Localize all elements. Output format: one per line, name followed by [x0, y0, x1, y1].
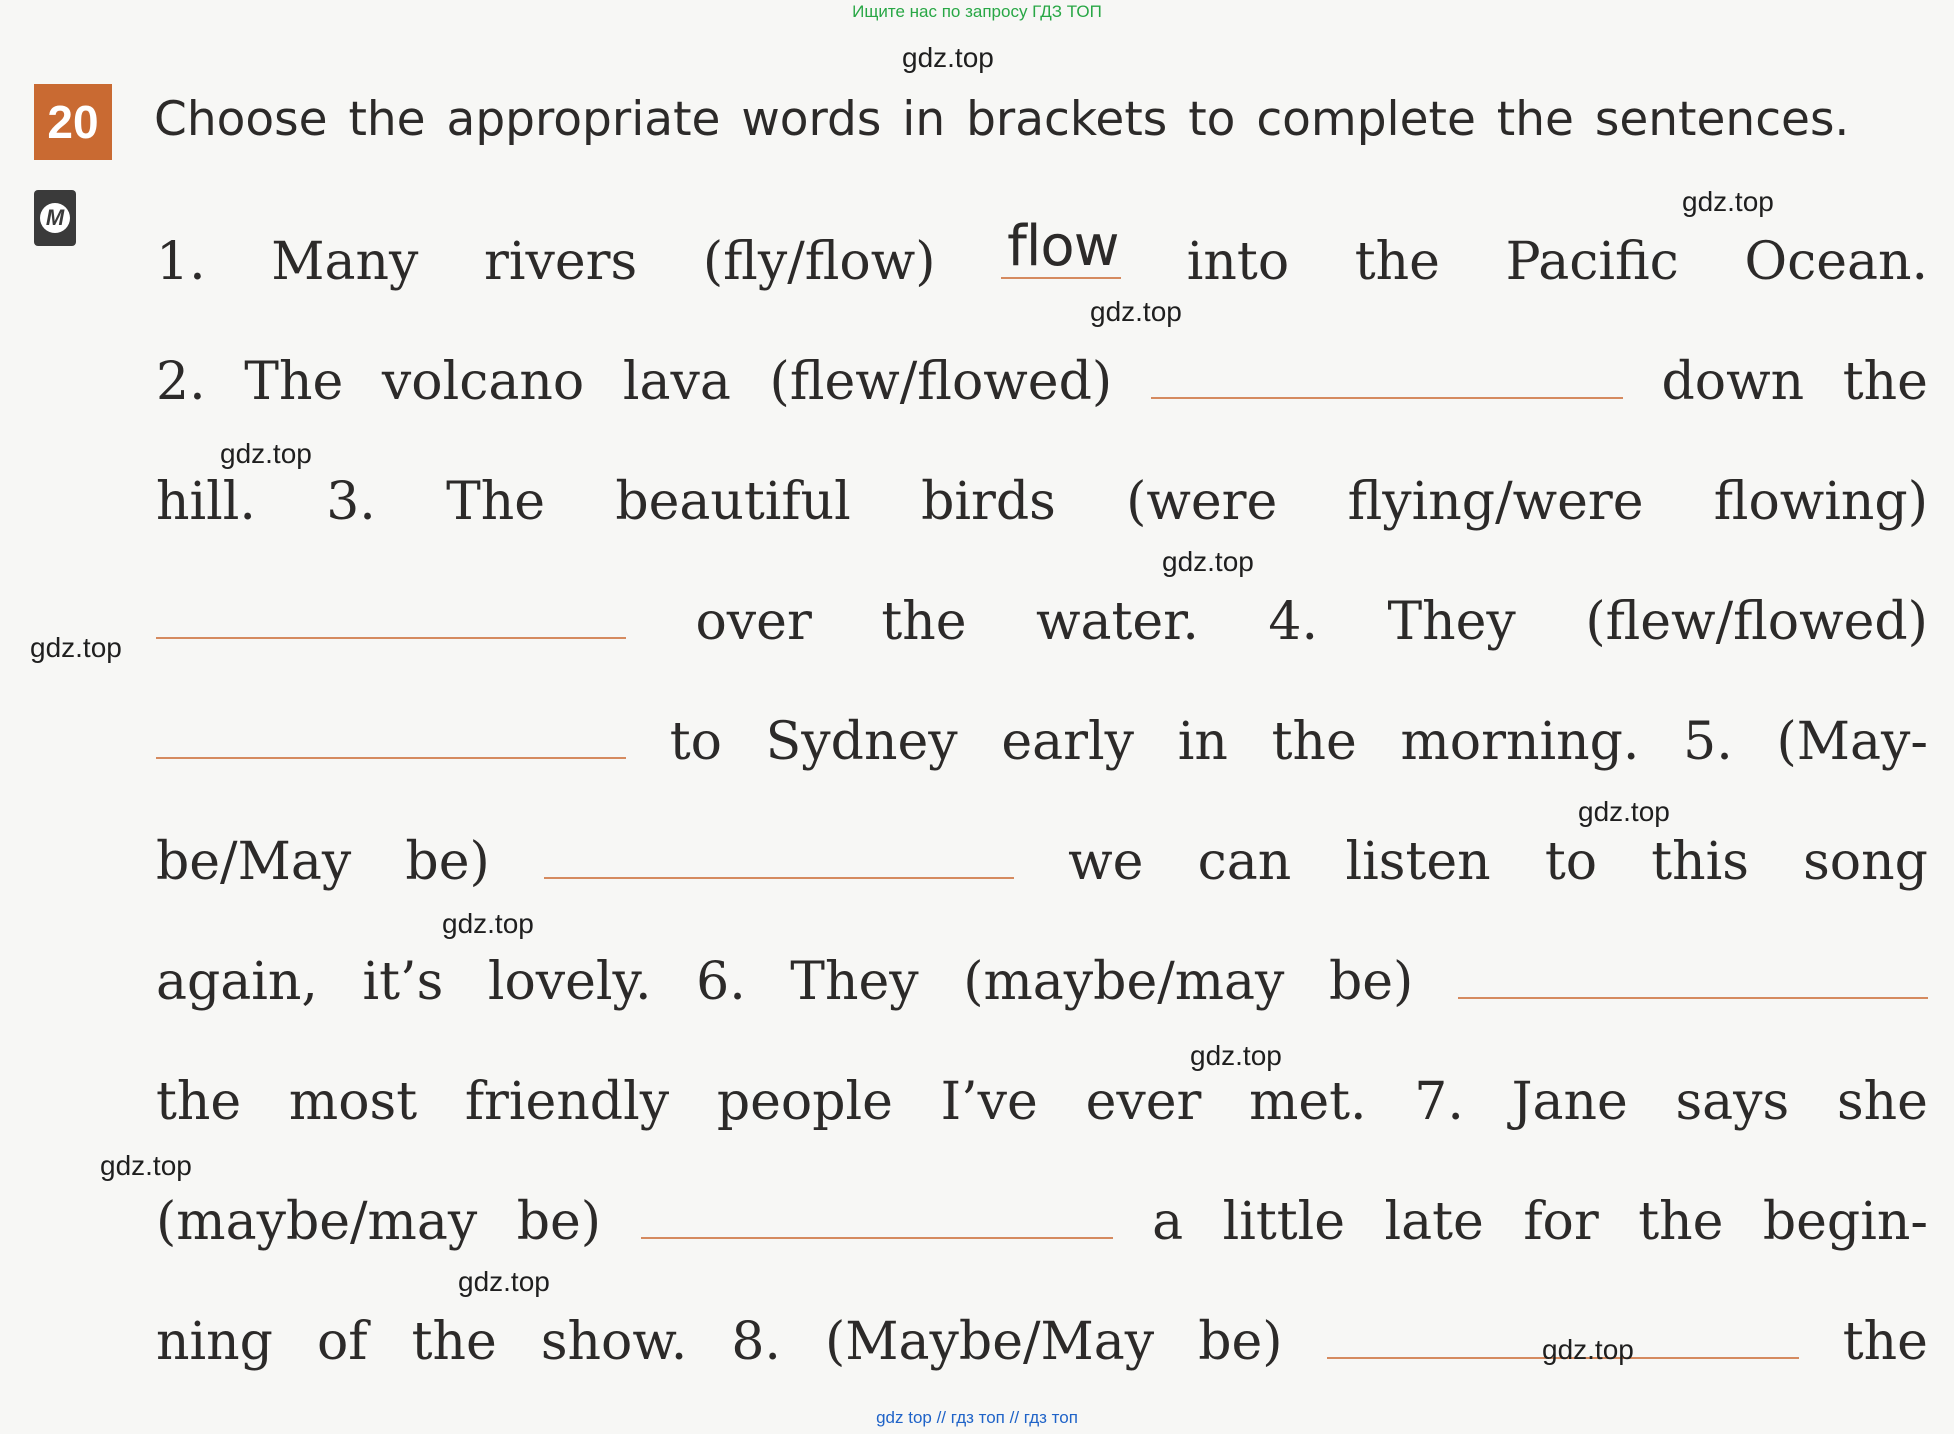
word: of — [316, 1312, 368, 1372]
word: early — [1001, 712, 1134, 772]
word: the — [1842, 352, 1928, 412]
word: again, — [156, 952, 318, 1012]
word: 2. — [156, 352, 206, 412]
word: late — [1384, 1192, 1484, 1252]
word: over — [695, 592, 812, 652]
sentence-line — [156, 832, 1928, 892]
word: Sydney — [765, 712, 958, 772]
sentence-line — [156, 1312, 1928, 1372]
word: be) — [1198, 1312, 1283, 1372]
word: They — [1387, 592, 1516, 652]
word: into — [1186, 232, 1290, 292]
answer-blank[interactable] — [1458, 953, 1928, 999]
watermark: gdz.top — [1090, 296, 1182, 327]
watermark: gdz.top — [1162, 546, 1254, 577]
m-icon-letter: M — [40, 203, 70, 233]
footer[interactable]: gdz top // гдз топ // гдз топ — [876, 1408, 1078, 1427]
word: lovely. — [487, 952, 652, 1012]
word: Many — [271, 232, 419, 292]
word: down — [1661, 352, 1805, 412]
word: rivers — [484, 232, 638, 292]
word: the — [1842, 1312, 1928, 1372]
word: flowing) — [1713, 472, 1928, 532]
word: we — [1068, 832, 1144, 892]
sentence-line — [156, 352, 1928, 412]
watermark: gdz.top — [30, 632, 122, 663]
sentence-line — [156, 472, 1928, 532]
word: be) — [516, 1192, 602, 1252]
word: Ocean. — [1744, 232, 1928, 292]
watermark: gdz.top — [458, 1266, 550, 1297]
exercise-instruction: Choose the appropriate words in brackets to complete the sentences. — [154, 92, 1850, 147]
word: volcano — [381, 352, 585, 412]
word: in — [1177, 712, 1228, 772]
watermark: gdz.top — [902, 42, 994, 73]
word: the — [1354, 232, 1440, 292]
word: The — [244, 352, 344, 412]
word: ever — [1085, 1072, 1202, 1132]
word: says — [1675, 1072, 1790, 1132]
word: the — [156, 1072, 242, 1132]
word: (fly/flow) — [702, 232, 936, 292]
word: friendly — [464, 1072, 670, 1132]
watermark: gdz.top — [220, 438, 312, 469]
word: for — [1523, 1192, 1599, 1252]
word: 6. — [696, 952, 746, 1012]
watermark: gdz.top — [100, 1150, 192, 1181]
watermark: gdz.top — [1682, 186, 1774, 217]
word: be) — [405, 832, 490, 892]
word: the — [411, 1312, 497, 1372]
word: 1. — [156, 232, 206, 292]
word: 4. — [1268, 592, 1318, 652]
word: a — [1152, 1192, 1184, 1252]
word: They — [790, 952, 919, 1012]
word: listen — [1345, 832, 1491, 892]
word: (flew/flowed) — [769, 352, 1113, 412]
word: 7. — [1414, 1072, 1464, 1132]
word: (May- — [1776, 712, 1928, 772]
word: song — [1803, 832, 1928, 892]
m-icon — [34, 190, 76, 246]
word: water. — [1036, 592, 1199, 652]
watermark: gdz.top — [442, 908, 534, 939]
word: can — [1197, 832, 1292, 892]
word: little — [1222, 1192, 1346, 1252]
word: lava — [622, 352, 731, 412]
word: 5. — [1683, 712, 1733, 772]
word: met. — [1249, 1072, 1367, 1132]
word: flying/were — [1347, 472, 1644, 532]
word: (Maybe/May — [825, 1312, 1155, 1372]
handwritten-answer: flow — [1007, 214, 1119, 279]
word: to — [1544, 832, 1598, 892]
answer-blank[interactable] — [1001, 214, 1121, 279]
word: begin- — [1762, 1192, 1928, 1252]
word: the — [1638, 1192, 1724, 1252]
word: to — [669, 712, 722, 772]
word: (maybe/may — [156, 1192, 478, 1252]
word: she — [1836, 1072, 1928, 1132]
word: Jane — [1511, 1072, 1628, 1132]
word: (maybe/may — [963, 952, 1285, 1012]
word: birds — [921, 472, 1056, 532]
answer-blank[interactable] — [641, 1193, 1113, 1239]
word: morning. — [1400, 712, 1640, 772]
word: people — [716, 1072, 893, 1132]
exercise-number-badge: 20 — [34, 84, 112, 160]
word: I’ve — [940, 1072, 1038, 1132]
answer-blank[interactable] — [544, 833, 1014, 879]
word: most — [288, 1072, 418, 1132]
watermark: gdz.top — [1542, 1334, 1634, 1365]
word: it’s — [362, 952, 444, 1012]
watermark: gdz.top — [1578, 796, 1670, 827]
answer-blank[interactable] — [156, 713, 626, 759]
word: be/May — [156, 832, 352, 892]
word: hill. — [156, 472, 256, 532]
answer-blank[interactable] — [1151, 353, 1623, 399]
word: The — [446, 472, 546, 532]
sentence-line — [156, 1192, 1928, 1252]
word: ning — [156, 1312, 273, 1372]
word: beautiful — [615, 472, 851, 532]
answer-blank[interactable] — [156, 593, 626, 639]
sentence-line — [156, 712, 1928, 772]
word: Pacific — [1505, 232, 1679, 292]
word: be) — [1329, 952, 1414, 1012]
sentence-line — [156, 592, 1928, 652]
sentence-line — [156, 952, 1928, 1012]
word: (flew/flowed) — [1585, 592, 1928, 652]
word: the — [1271, 712, 1357, 772]
search-hint[interactable]: Ищите нас по запросу ГДЗ ТОП — [852, 2, 1102, 21]
word: 8. — [731, 1312, 781, 1372]
word: 3. — [326, 472, 376, 532]
word: the — [881, 592, 967, 652]
watermark: gdz.top — [1190, 1040, 1282, 1071]
word: this — [1651, 832, 1749, 892]
word: show. — [540, 1312, 688, 1372]
sentence-line — [156, 1072, 1928, 1132]
word: (were — [1126, 472, 1278, 532]
sentence-line — [156, 214, 1928, 292]
